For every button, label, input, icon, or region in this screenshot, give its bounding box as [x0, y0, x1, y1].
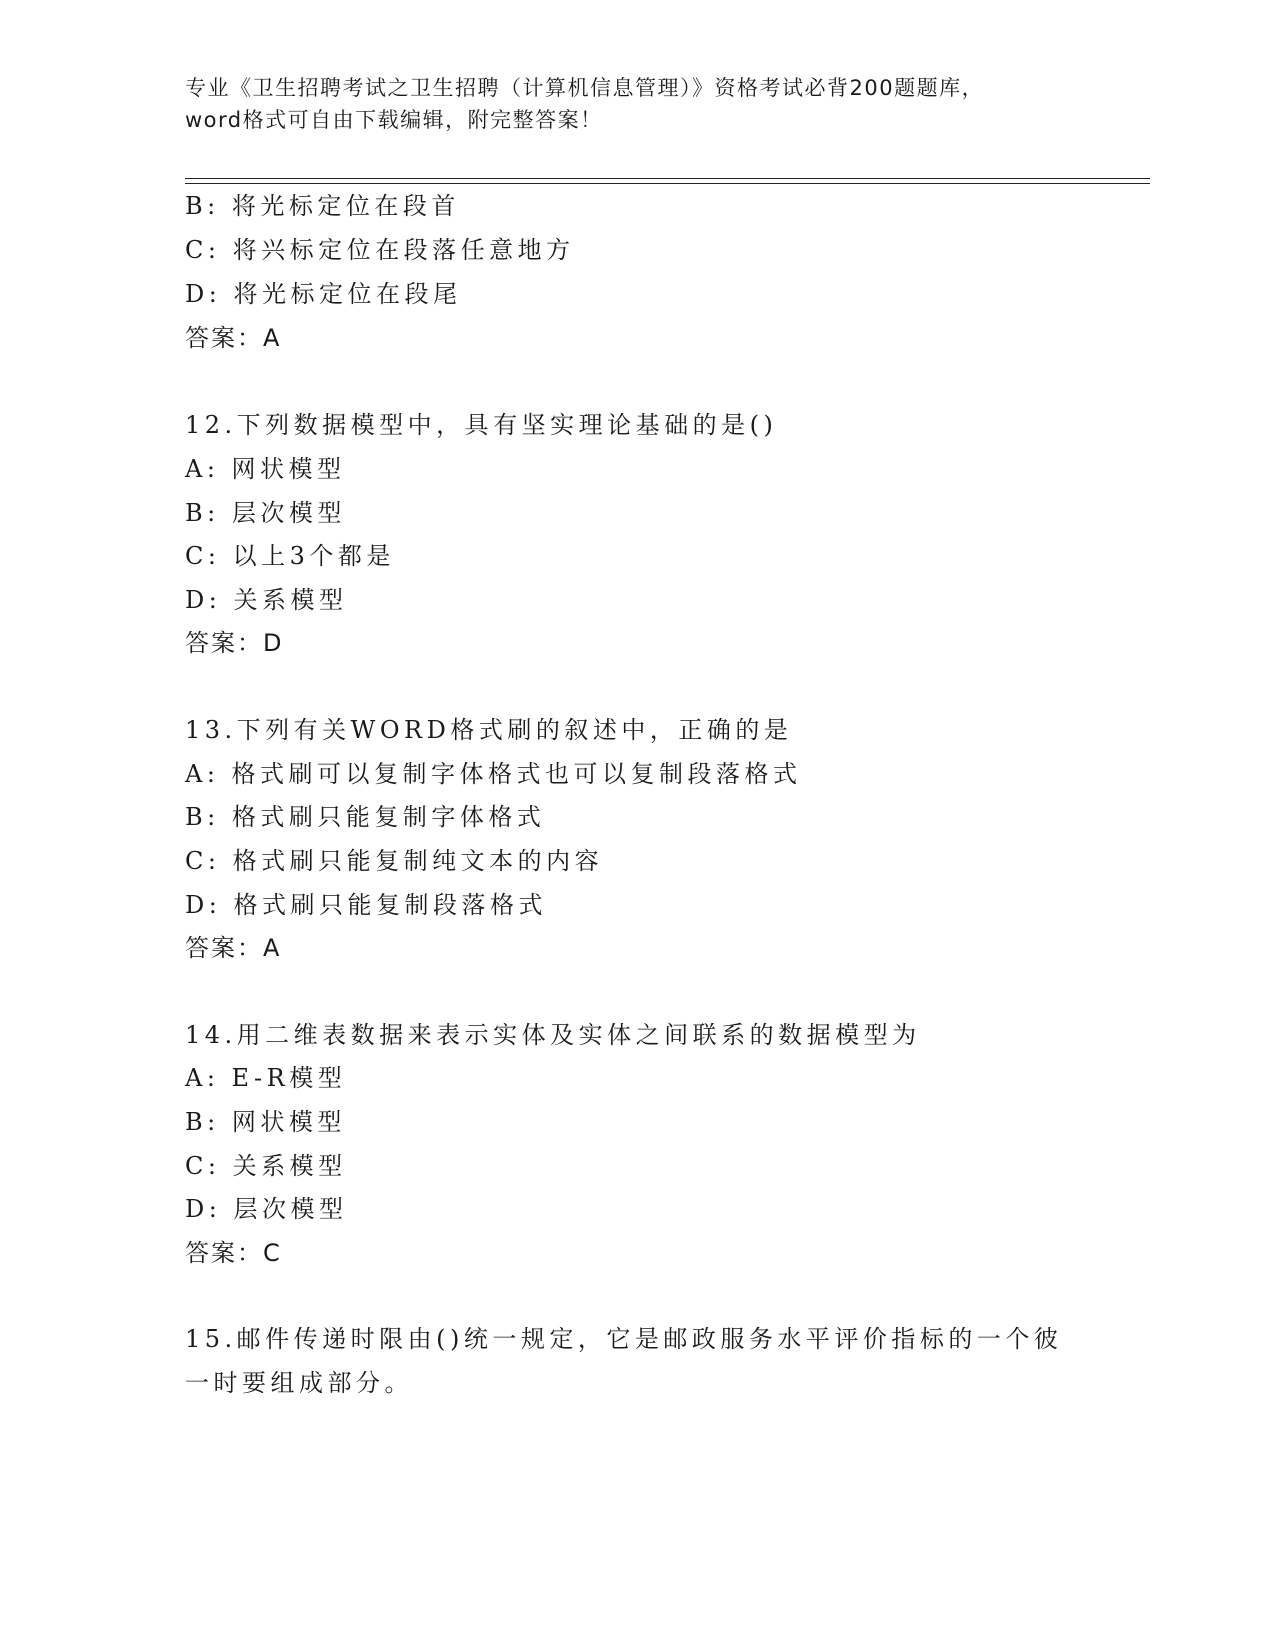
- option-line: D: 层次模型: [185, 1195, 348, 1223]
- option-line: D: 关系模型: [185, 586, 348, 614]
- option-line: D: 格式刷只能复制段落格式: [185, 891, 547, 919]
- option-line: C: 格式刷只能复制纯文本的内容: [185, 847, 604, 875]
- question-line: 15.邮件传递时限由()统一规定，它是邮政服务水平评价指标的一个彼: [185, 1325, 1063, 1353]
- header-subtitle-line: word格式可自由下载编辑，附完整答案！: [185, 108, 603, 132]
- option-line: B: 将光标定位在段首: [185, 192, 460, 220]
- question-line: 12.下列数据模型中，具有坚实理论基础的是(): [185, 411, 778, 439]
- document-header: [185, 72, 1085, 136]
- option-line: A: 网状模型: [185, 455, 346, 483]
- answer-line: 答案：C: [185, 1239, 282, 1267]
- answer-line: 答案：D: [185, 629, 284, 657]
- option-line: C: 将兴标定位在段落任意地方: [185, 236, 575, 264]
- answer-line: 答案：A: [185, 324, 282, 352]
- option-line: D: 将光标定位在段尾: [185, 280, 462, 308]
- header-title-line: 专业《卫生招聘考试之卫生招聘（计算机信息管理）》资格考试必背200题题库，: [185, 76, 985, 100]
- option-line: C: 关系模型: [185, 1152, 347, 1180]
- option-line: A: E-R模型: [185, 1064, 347, 1092]
- option-line: B: 网状模型: [185, 1108, 346, 1136]
- header-divider-bottom: [185, 183, 1150, 184]
- option-line: C: 以上3个都是: [185, 542, 395, 570]
- header-divider-top: [185, 178, 1150, 179]
- option-line: B: 层次模型: [185, 499, 346, 527]
- question-line: 14.用二维表数据来表示实体及实体之间联系的数据模型为: [185, 1021, 921, 1049]
- option-line: B: 格式刷只能复制字体格式: [185, 803, 546, 831]
- option-line: A: 格式刷可以复制字体格式也可以复制段落格式: [185, 760, 802, 788]
- answer-line: 答案：A: [185, 934, 282, 962]
- question-line: 13.下列有关WORD格式刷的叙述中，正确的是: [185, 716, 793, 744]
- question-continuation-line: 一时要组成部分。: [185, 1369, 413, 1397]
